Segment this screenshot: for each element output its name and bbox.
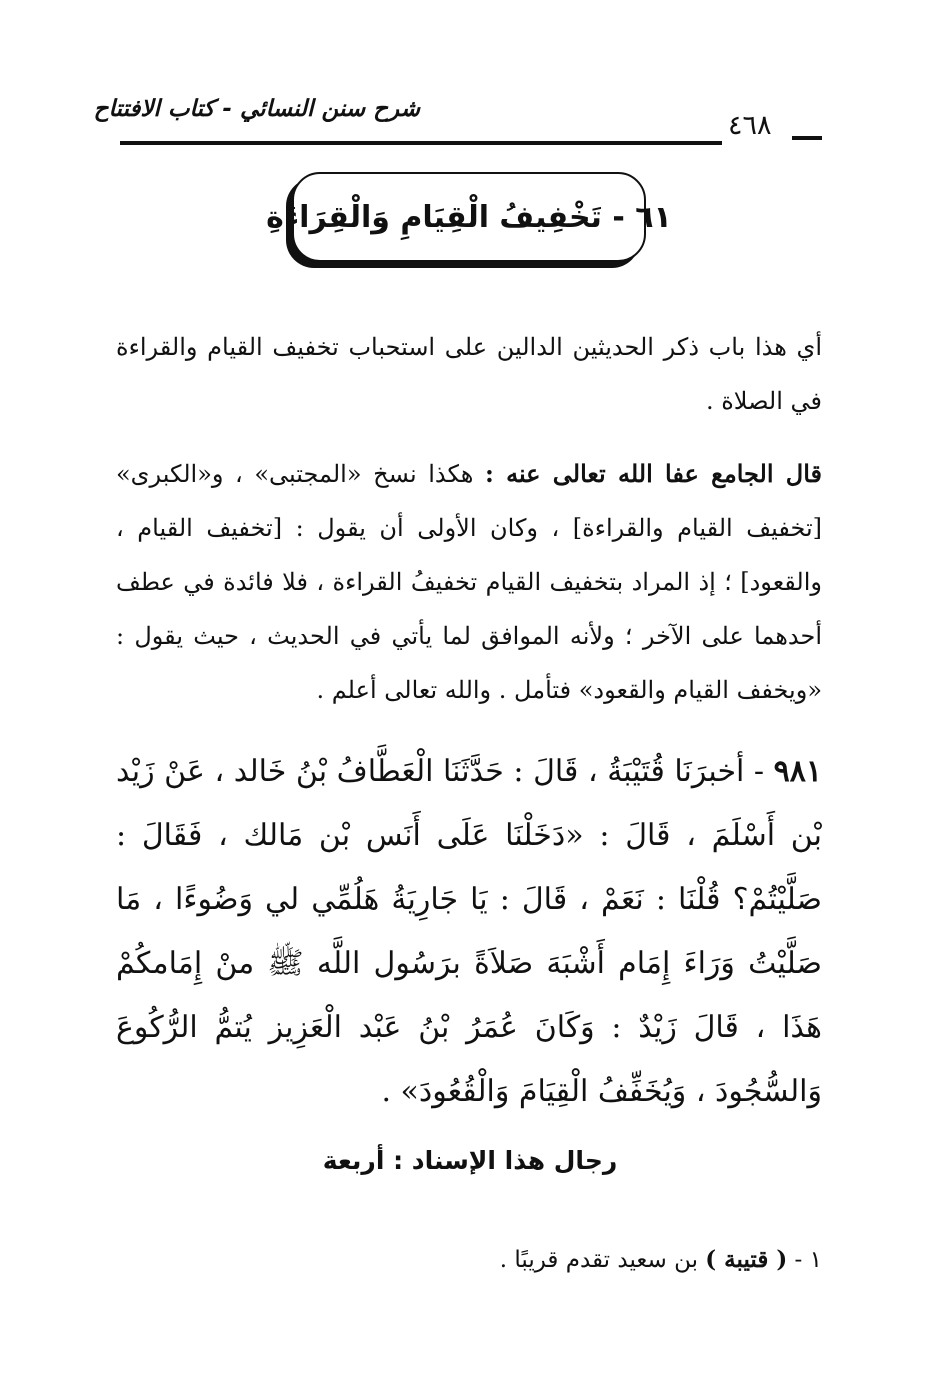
header-dash [792,136,822,140]
header-rule [120,141,722,145]
intro-paragraph: أي هذا باب ذكر الحديثين الدالين على استحباب تخفيف القيام والقراءة في الصلاة . [116,333,822,415]
chapter-title-box [266,172,672,262]
author-note-body: هكذا نسخ «المجتبى» ، و«الكبرى» [تخفيف القيام والقراءة] ، وكان الأولى أن يقول : [تخفيف القيام ، والقعود] ؛ إذ المراد بتخفيف القيام تخفيفُ القراءة ، فلا فائدة في عطف أحدهما على الآخر ؛ ولأنه الموافق لما يأتي في الحديث ، حيث يقول : «ويخفف القيام والقعود» فتأمل . والله تعالى أعلم . [116,460,822,704]
narrator-description: بن سعيد تقدم قريبًا . [499,1247,706,1273]
running-header-title: شرح سنن النسائي - كتاب الافتتاح [93,96,420,122]
hadith-number: ٩٨١ [773,754,822,789]
hadith-text: - أخبرَنَا قُتَيْبَةُ ، قَالَ : حَدَّثَنَا الْعَطَّافُ بْنُ خَالد ، عَنْ زَيْد بْن أَسْلَمَ ، قَالَ : «دَخَلْنَا عَلَى أَنَس بْن مَالك ، فَقَالَ : صَلَّيْتُمْ؟ قُلْنَا : نَعَمْ ، قَالَ : يَا جَارِيَةُ هَلُمِّي لي وَضُوءًا ، مَا صَلَّيْتُ وَرَاءَ إِمَام أَشْبَهَ صَلاَةً برَسُول اللَّه ﷺ منْ إِمَامكُمْ هَذَا ، قَالَ زَيْدٌ : وَكَانَ عُمَرُ بْنُ عَبْد الْعَزِيز يُتمُّ الرُّكُوعَ وَالسُّجُودَ ، وَيُخَفِّفُ الْقِيَامَ وَالْقُعُودَ» . [116,754,822,1109]
author-note-paragraph [116,447,822,717]
hadith-paragraph [116,740,822,1124]
narrator-name: ( قتيبة ) [705,1246,788,1273]
narrator-number: ١ - [787,1247,822,1273]
rijal-heading: رجال هذا الإسناد : أربعة [322,1146,618,1175]
author-note-lead: قال الجامع عفا الله تعالى عنه : [484,459,822,488]
chapter-title: ٦١ - تَخْفِيفُ الْقِيَامِ وَالْقِرَاءَةِ [266,199,672,235]
narrator-item [116,1235,822,1285]
page-number: ٤٦٨ [728,110,772,141]
